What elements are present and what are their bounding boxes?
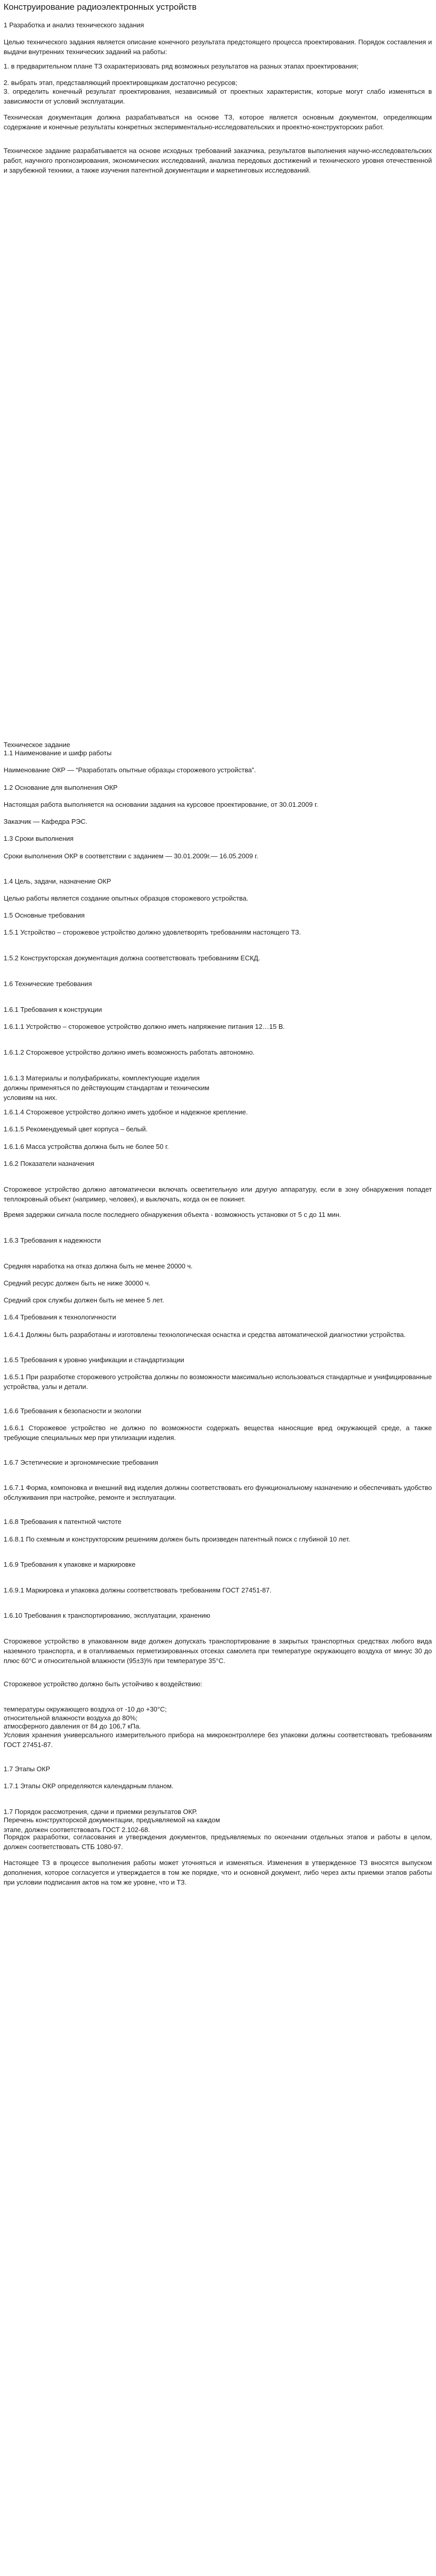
paragraph-20 [4, 979, 432, 989]
paragraph-line: 1.6.6 Требования к безопасности и экологии [4, 1407, 142, 1415]
paragraph-11 [4, 800, 432, 809]
paragraph-9 [4, 765, 432, 775]
paragraph-36 [4, 1330, 432, 1340]
paragraph-line: условиям на них. [4, 1094, 58, 1101]
paragraph-line: Заказчик — Кафедра РЭС. [4, 818, 88, 825]
paragraph-39 [4, 1406, 432, 1416]
paragraph-line: 1.6.10 Требования к транспортированию, эксплуатации, хранению [4, 1612, 211, 1619]
paragraph-55 [4, 1781, 432, 1791]
paragraph-35 [4, 1312, 432, 1322]
paragraph-line: этапе, должен соответствовать ГОСТ 2.102-68. [4, 1826, 150, 1834]
paragraph-27 [4, 1142, 432, 1151]
paragraph-line: 1.6.9 Требования к упаковке и маркировке [4, 1561, 136, 1568]
paragraph-line: Техническая документация должна разрабатываться на основе ТЗ, которое является основным документом, определяющим содержание и конечные результаты конкретных экспериментально-исследовательских и проектно-конструкторских работ. [4, 113, 432, 131]
paragraph-30 [4, 1210, 432, 1219]
paragraph-58 [4, 1832, 432, 1852]
paragraph-line: Сторожевое устройство должно автоматически включать осветительную или другую аппаратуру, если в зону обнаружения попадет теплокровный объект (например, человек), и выключать, когда он ее покинет. [4, 1185, 432, 1203]
paragraph-line: Техническое задание [4, 741, 71, 749]
paragraph-line: 1.6.8.1 По схемным и конструкторским решениям должен быть произведен патентный поиск с глубиной 10 лет. [4, 1535, 351, 1543]
paragraph-53 [4, 1730, 432, 1750]
paragraph-line: 1.6.1.5 Рекомендуемый цвет корпуса – белый. [4, 1125, 148, 1133]
paragraph-line: 1 Разработка и анализ технического задания [4, 21, 144, 29]
paragraph-10 [4, 783, 432, 792]
paragraph-line: 1.6.3 Требования к надежности [4, 1236, 101, 1244]
paragraph-31 [4, 1235, 432, 1245]
paragraph-line: 1.6.7.1 Форма, компоновка и внешний вид изделия должны соответствовать его функциональному назначению и обеспечивать удобство обслуживания при настройке, ремонте и эксплуатации. [4, 1484, 432, 1501]
paragraph-line: Настоящая работа выполняется на основании задания на курсовое проектирование, от 30.01.2009 г. [4, 801, 318, 808]
paragraph-23 [4, 1047, 432, 1057]
page-title: Конструирование радиоэлектронных устройств [4, 2, 197, 12]
paragraph-16 [4, 893, 432, 903]
paragraph-line: 1.6.1.4 Сторожевое устройство должно иметь удобное и надежное крепление. [4, 1108, 248, 1116]
paragraph-line: 1.3 Сроки выполнения [4, 835, 74, 842]
paragraph-0 [4, 20, 432, 30]
paragraph-25 [4, 1107, 432, 1117]
paragraph-line: 1.5 Основные требования [4, 911, 85, 919]
paragraph-line: Сроки выполнения ОКР в соответствии с заданием — 30.01.2009г.— 16.05.2009 г. [4, 852, 258, 860]
paragraph-44 [4, 1534, 432, 1544]
paragraph-line: Перечень конструкторской документации, предъявляемой на каждом [4, 1816, 220, 1824]
paragraph-line: 1.6.5 Требования к уровню унификации и стандартизации [4, 1356, 184, 1364]
paragraph-line: 1. в предварительном плане ТЗ охарактеризовать ряд возможных результатов на разных этапах проектирования; [4, 62, 359, 70]
paragraph-line: атмосферного давления от 84 до 106,7 кПа. [4, 1722, 141, 1730]
paragraph-5 [4, 112, 432, 132]
paragraph-line: 1.6.4 Требования к технологичности [4, 1313, 116, 1321]
paragraph-line: Средний ресурс должен быть не ниже 30000 ч. [4, 1279, 151, 1287]
paragraph-22 [4, 1022, 432, 1031]
paragraph-line: должны применяться по действующим стандартам и техническим [4, 1084, 210, 1092]
paragraph-line: 1.6.2 Показатели назначения [4, 1160, 94, 1167]
paragraph-line: 3. определить конечный результат проектирования, независимый от проектных характеристик, которые могут слабо изменяться в зависимости от условий эксплуатации. [4, 88, 432, 105]
paragraph-6 [4, 146, 432, 175]
paragraph-line: Сторожевое устройство в упакованном виде должен допускать транспортирование в закрытых транспортных средствах любого вида наземного транспорта, и в отапливаемых герметизированных отсеках самолета при температуре окружающего воздуха от минус 30 до плюс 60°С и относительной влажности (95±3)% при температуре 35°С. [4, 1637, 432, 1665]
paragraph-line: Техническое задание разрабатывается на основе исходных требований заказчика, результатов выполнения научно-исследовательских работ, научного прогнозирования, экономических исследований, анализа передовых достижений и технического уровня отечественной и зарубежной техники, а также изучения патентной документации и маркетинговых исследований. [4, 147, 432, 174]
paragraph-18 [4, 927, 432, 937]
paragraph-line: 2. выбрать этап, представляющий проектировщикам достаточно ресурсов; [4, 79, 237, 87]
paragraph-48 [4, 1636, 432, 1666]
paragraph-line: Время задержки сигнала после последнего обнаружения объекта - возможность установки от 5 с до 11 мин. [4, 1211, 341, 1218]
paragraph-13 [4, 834, 432, 843]
paragraph-40 [4, 1423, 432, 1443]
paragraph-line: 1.2 Основание для выполнения ОКР [4, 784, 118, 791]
paragraph-34 [4, 1295, 432, 1305]
paragraph-line: Порядок разработки, согласования и утверждения документов, предъявляемых по окончании отдельных этапов и работы в целом, должен соответствовать СТБ 1080-97. [4, 1833, 432, 1851]
paragraph-line: 1.5.2 Конструкторская документация должна соответствовать требованиям ЕСКД. [4, 954, 260, 962]
paragraph-line: 1.6.9.1 Маркировка и упаковка должны соответствовать требованиям ГОСТ 27451-87. [4, 1586, 272, 1594]
paragraph-38 [4, 1372, 432, 1392]
paragraph-15 [4, 876, 432, 886]
paragraph-4 [4, 87, 432, 106]
paragraph-line: 1.6.4.1 Должны быть разработаны и изготовлены технологическая оснастка и средства автоматической диагностики устройства. [4, 1331, 406, 1338]
paragraph-43 [4, 1517, 432, 1527]
paragraph-12 [4, 817, 432, 826]
paragraph-42 [4, 1483, 432, 1502]
paragraph-21 [4, 1005, 432, 1014]
paragraph-line: 1.4 Цель, задачи, назначение ОКР [4, 877, 111, 885]
paragraph-49 [4, 1679, 432, 1689]
paragraph-line: Средний срок службы должен быть не менее 5 лет. [4, 1296, 164, 1304]
paragraph-19 [4, 953, 432, 963]
paragraph-line: температуры окружающего воздуха от -10 до +30°С; [4, 1705, 167, 1713]
paragraph-line: 1.6.1 Требования к конструкции [4, 1006, 102, 1013]
paragraph-17 [4, 910, 432, 920]
paragraph-line: Условия хранения универсального измерительного прибора на микроконтроллере без упаковки должны соответствовать требованиям ГОСТ 27451-87. [4, 1731, 432, 1749]
paragraph-33 [4, 1278, 432, 1288]
paragraph-line: 1.7 Этапы ОКР [4, 1765, 50, 1773]
paragraph-line: 1.6.1.6 Масса устройства должна быть не более 50 г. [4, 1143, 169, 1150]
paragraph-46 [4, 1585, 432, 1595]
paragraph-29 [4, 1184, 432, 1204]
paragraph-line: 1.6.6.1 Сторожевое устройство не должно по возможности содержать вещества наносящие вред окружающей среде, а также требующие специальных мер при утилизации изделия. [4, 1424, 432, 1442]
paragraph-line: Настоящее ТЗ в процессе выполнения работы может уточняться и изменяться. Изменения в утвержденное ТЗ вносятся выпуском дополнения, которое согласуется и утверждается в том же порядке, что и основной документ, либо через акты приемки этапов работы при условии подписания актов на том же уровне, что и ТЗ. [4, 1859, 432, 1886]
paragraph-line: 1.5.1 Устройство – сторожевое устройство должно удовлетворять требованиям настоящего ТЗ. [4, 928, 301, 936]
paragraph-41 [4, 1458, 432, 1467]
paragraph-28 [4, 1159, 432, 1168]
paragraph-line: 1.6.7 Эстетические и эргономические требования [4, 1459, 159, 1466]
paragraph-line: 1.7.1 Этапы ОКР определяются календарным планом. [4, 1782, 173, 1790]
paragraph-line: 1.1 Наименование и шифр работы [4, 749, 112, 757]
paragraph-14 [4, 851, 432, 861]
paragraph-54 [4, 1764, 432, 1774]
paragraph-line: Средняя наработка на отказ должна быть не менее 20000 ч. [4, 1262, 193, 1270]
paragraph-24 [4, 1073, 432, 1103]
paragraph-45 [4, 1560, 432, 1569]
paragraph-line: Сторожевое устройство должно быть устойчиво к воздействию: [4, 1680, 202, 1688]
paragraph-line: 1.6.5.1 При разработке сторожевого устройства должны по возможности максимально использоваться стандартные и унифицированные устройства, узлы и детали. [4, 1373, 432, 1391]
paragraph-8 [4, 748, 432, 758]
paragraph-line: 1.6.1.1 Устройство – сторожевое устройство должно иметь напряжение питания 12…15 В. [4, 1023, 285, 1030]
paragraph-line: относительной влажности воздуха до 80%; [4, 1714, 138, 1722]
paragraph-2 [4, 61, 432, 71]
paragraph-37 [4, 1355, 432, 1365]
paragraph-line: 1.6 Технические требования [4, 980, 92, 988]
paragraph-line: 1.6.1.3 Материалы и полуфабрикаты, комплектующие изделия [4, 1074, 200, 1082]
paragraph-59 [4, 1858, 432, 1887]
paragraph-line: 1.6.1.2 Сторожевое устройство должно иметь возможность работать автономно. [4, 1048, 255, 1056]
paragraph-26 [4, 1124, 432, 1134]
paragraph-32 [4, 1261, 432, 1271]
paragraph-line: 1.6.8 Требования к патентной чистоте [4, 1518, 121, 1526]
paragraph-1 [4, 37, 432, 57]
paragraph-line: Целью работы является создание опытных образцов сторожевого устройства. [4, 894, 249, 902]
paragraph-47 [4, 1611, 432, 1620]
paragraph-line: Целью технического задания является описание конечного результата предстоящего процесса проектирования. Порядок составления и выдачи внутренних технических заданий на работы: [4, 38, 432, 56]
paragraph-line: Наименование ОКР — “Разработать опытные образцы сторожевого устройства”. [4, 766, 256, 774]
paragraph-line: 1.7 Порядок рассмотрения, сдачи и приемки результатов ОКР. [4, 1808, 198, 1816]
